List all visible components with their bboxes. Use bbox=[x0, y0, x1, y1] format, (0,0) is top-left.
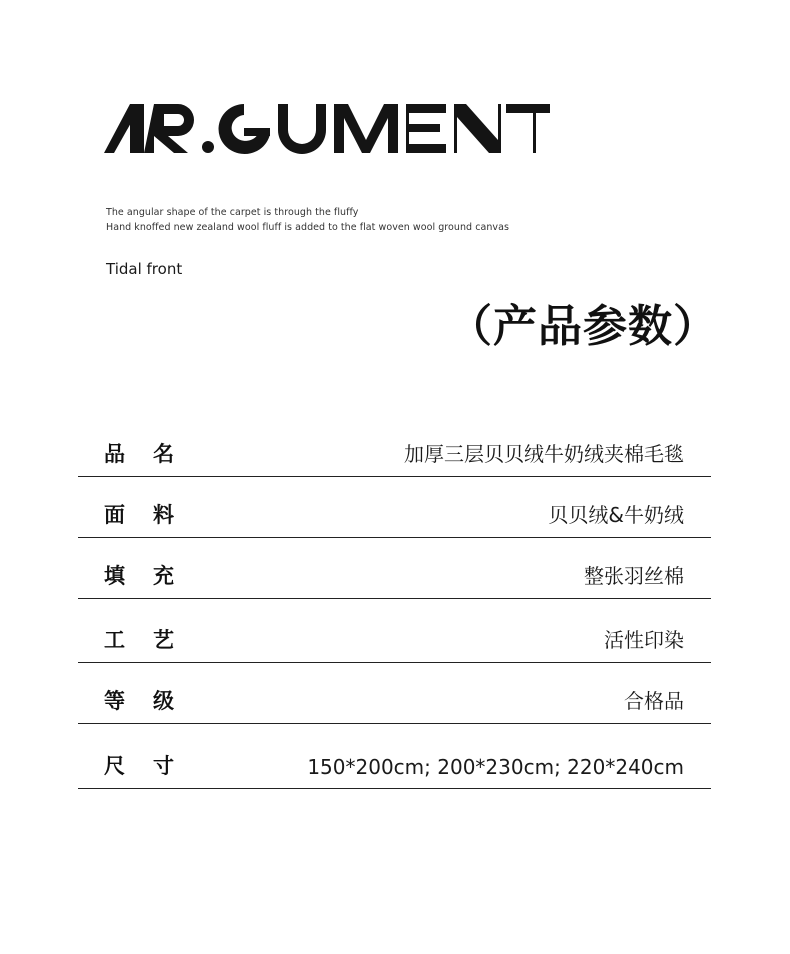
spec-row-craft bbox=[78, 622, 711, 663]
tagline-line-1: The angular shape of the carpet is through the fluffy bbox=[106, 207, 359, 218]
spec-row-filling bbox=[78, 558, 711, 599]
spec-label: 尺寸 bbox=[104, 754, 202, 778]
spec-label: 品名 bbox=[104, 442, 202, 466]
spec-value: 整张羽丝棉 bbox=[584, 564, 684, 588]
spec-value: 合格品 bbox=[624, 689, 684, 713]
brand-logo bbox=[104, 100, 550, 160]
spec-row-name bbox=[78, 436, 711, 477]
section-title: （产品参数） bbox=[448, 301, 718, 352]
spec-row-size bbox=[78, 748, 711, 789]
spec-label: 等级 bbox=[104, 689, 202, 713]
brand-tagline bbox=[106, 205, 509, 235]
spec-row-fabric bbox=[78, 497, 711, 538]
spec-value: 加厚三层贝贝绒牛奶绒夹棉毛毯 bbox=[404, 442, 684, 466]
spec-value: 贝贝绒&牛奶绒 bbox=[548, 503, 684, 527]
collection-subtitle: Tidal front bbox=[106, 260, 183, 278]
spec-value: 活性印染 bbox=[604, 628, 684, 652]
spec-label: 面料 bbox=[104, 503, 202, 527]
spec-label: 工艺 bbox=[104, 628, 202, 652]
spec-value: 150*200cm; 200*230cm; 220*240cm bbox=[307, 755, 684, 779]
spec-row-grade bbox=[78, 683, 711, 724]
spec-label: 填充 bbox=[104, 564, 202, 588]
tagline-line-2: Hand knoffed new zealand wool fluff is added to the flat woven wool ground canvas bbox=[106, 222, 509, 233]
